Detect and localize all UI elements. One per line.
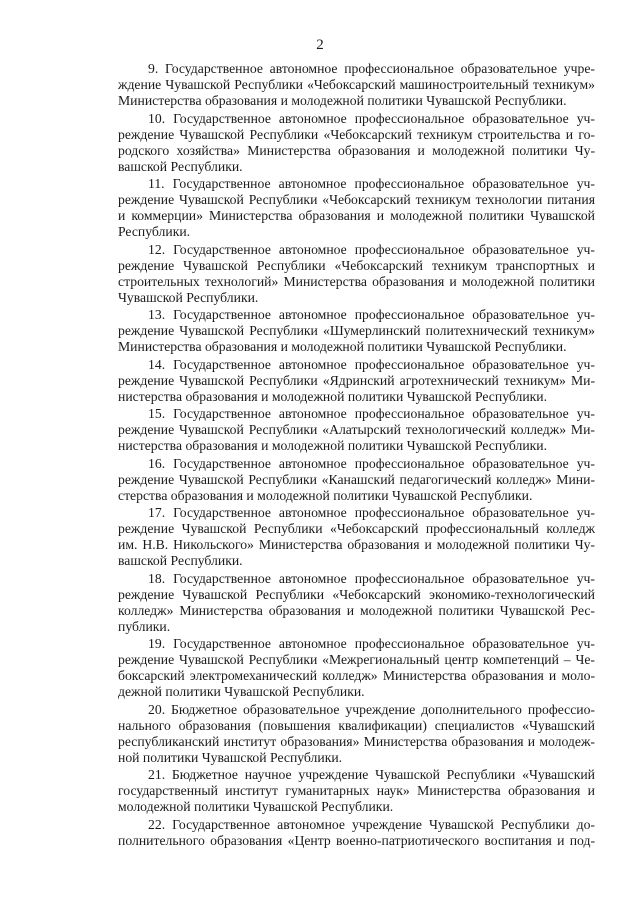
text-line: реждение Чувашской Республики «Чебоксарский экономико-технологический [118, 586, 595, 602]
text-line: родского хозяйства» Министерства образования и молодежной политики Чу- [118, 142, 595, 158]
text-line: реждение Чувашской Республики «Чебоксарский техникум строительства и го- [118, 126, 595, 142]
text-line: государственный институт гуманитарных наук» Министерства образования и [118, 783, 595, 798]
text-line: реждение Чувашской Республики «Алатырский технологический колледж» Ми- [118, 422, 595, 437]
text-line: полнительного образования «Центр военно-патриотического воспитания и под- [118, 832, 595, 848]
text-line: реждение Чувашской Республики «Чебоксарский техникум транспортных и [118, 257, 595, 273]
text-line: Республики. [118, 224, 191, 239]
text-line: Министерства образования и молодежной политики Чувашской Республики. [118, 339, 567, 354]
text-line: 16. Государственное автономное профессиональное образовательное уч- [148, 455, 595, 471]
text-line: 14. Государственное автономное профессиональное образовательное уч- [148, 356, 595, 372]
list-item [118, 307, 595, 355]
text-line: 9. Государственное автономное профессиональное образовательное учре- [148, 61, 595, 76]
text-line: 10. Государственное автономное профессиональное образовательное уч- [148, 110, 595, 126]
list-item [118, 406, 595, 454]
text-line: дежной политики Чувашской Республики. [118, 684, 365, 699]
list-item [118, 636, 595, 700]
text-line: им. Н.В. Никольского» Министерства образования и молодежной политики Чу- [118, 537, 595, 552]
text-line: реждение Чувашской Республики «Шумерлинский политехнический техникум» [118, 323, 595, 338]
text-line: реждение Чувашской Республики «Ядринский агротехнический техникум» Ми- [118, 372, 595, 388]
text-line: Чувашской Республики. [118, 289, 259, 305]
text-line: реждение Чувашской Республики «Чебоксарский техникум технологии питания [118, 192, 595, 207]
text-line: 13. Государственное автономное профессиональное образовательное уч- [148, 307, 595, 322]
text-line: и коммерции» Министерства образования и молодежной политики Чувашской [118, 208, 595, 223]
text-line: 19. Государственное автономное профессиональное образовательное уч- [148, 636, 595, 651]
text-line: 15. Государственное автономное профессиональное образовательное уч- [148, 406, 595, 421]
list-item [118, 456, 595, 504]
text-line: нистерства образования и молодежной политики Чувашской Республики. [118, 388, 548, 404]
text-line: 18. Государственное автономное профессиональное образовательное уч- [148, 570, 595, 586]
text-line: вашской Республики. [118, 158, 243, 174]
list-item [118, 242, 595, 306]
list-item [118, 176, 595, 240]
text-line: 12. Государственное автономное профессиональное образовательное уч- [148, 241, 595, 257]
list-item [118, 702, 595, 766]
text-line: реждение Чувашской Республики «Чебоксарский профессиональный колледж [118, 521, 595, 536]
text-line: республиканский институт образования» Министерства образования и молодеж- [118, 733, 595, 749]
text-line: публики. [118, 618, 171, 634]
text-line: нального образования (повышения квалификации) специалистов «Чувашский [118, 717, 595, 733]
text-line: молодежной политики Чувашской Республики. [118, 799, 394, 814]
text-line: стерства образования и молодежной политики Чувашской Республики. [118, 487, 533, 503]
text-line: 11. Государственное автономное профессиональное образовательное уч- [148, 176, 595, 191]
text-line: 22. Государственное автономное учреждение Чувашской Республики до- [148, 816, 595, 832]
text-line: ной политики Чувашской Республики. [118, 749, 343, 765]
text-line: Министерства образования и молодежной политики Чувашской Республики. [118, 93, 567, 108]
list-item [118, 767, 595, 815]
list-item [118, 571, 595, 635]
list-item [118, 61, 595, 109]
text-line: колледж» Министерства образования и молодежной политики Чувашской Рес- [118, 602, 595, 618]
list-item [118, 357, 595, 405]
text-line: боксарский электромеханический колледж» Министерства образования и моло- [118, 668, 595, 683]
list-item [118, 111, 595, 175]
text-line: реждение Чувашской Республики «Канашский педагогический колледж» Мини- [118, 471, 595, 487]
text-line: вашской Республики. [118, 553, 243, 568]
text-line: 20. Бюджетное образовательное учреждение дополнительного профессио- [148, 701, 595, 717]
text-line: реждение Чувашской Республики «Межрегиональный центр компетенций – Че- [118, 652, 595, 667]
list-item [118, 505, 595, 569]
text-line: строительных технологий» Министерства образования и молодежной политики [118, 273, 595, 289]
text-line: 21. Бюджетное научное учреждение Чувашской Республики «Чувашский [148, 767, 595, 782]
list-item [118, 817, 595, 849]
text-line: нистерства образования и молодежной политики Чувашской Республики. [118, 438, 548, 453]
document-body [118, 61, 595, 850]
text-line: ждение Чувашской Республики «Чебоксарский машиностроительный техникум» [118, 77, 595, 92]
text-line: 17. Государственное автономное профессиональное образовательное уч- [148, 505, 595, 520]
page-number: 2 [316, 37, 324, 53]
